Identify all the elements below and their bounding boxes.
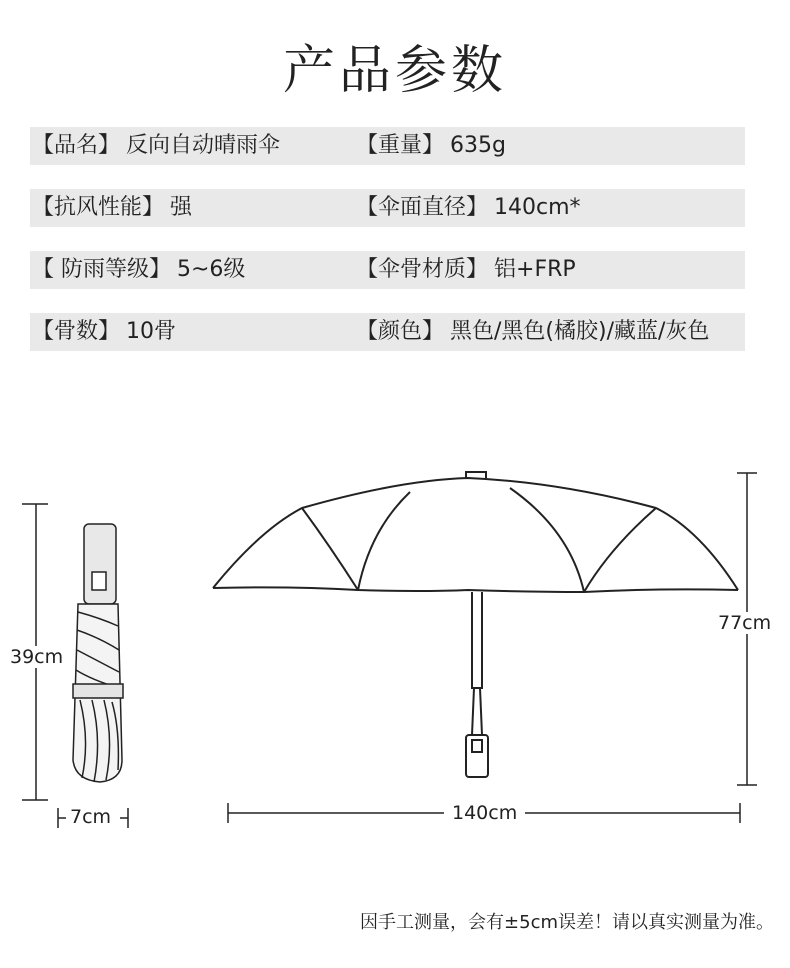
spec-label: 【骨数】 [32, 319, 121, 344]
spec-label: 【抗风性能】 [32, 195, 165, 220]
folded-width-label: 7cm [70, 806, 112, 828]
measurement-note: 因手工测量，会有±5cm误差！请以真实测量为准。 [360, 912, 774, 933]
spec-value: 5~6级 [177, 257, 246, 282]
spec-label: 【 防雨等级】 [32, 257, 171, 282]
spec-label: 【伞面直径】 [356, 195, 489, 220]
spec-label: 【颜色】 [356, 319, 445, 344]
spec-label: 【伞骨材质】 [356, 257, 489, 282]
open-diameter-label: 140cm [444, 802, 525, 824]
spec-value: 140cm* [494, 195, 581, 220]
open-umbrella-illustration [213, 472, 738, 777]
spec-label: 【品名】 [32, 133, 121, 158]
spec-label: 【重量】 [356, 133, 445, 158]
spec-value: 10骨 [126, 319, 177, 344]
folded-length-label: 39cm [10, 646, 64, 668]
spec-value: 铝+FRP [494, 257, 576, 282]
open-height-label: 77cm [718, 612, 772, 634]
spec-value: 强 [170, 195, 193, 220]
spec-value: 反向自动晴雨伞 [126, 133, 281, 158]
folded-umbrella-illustration [73, 524, 123, 782]
spec-value: 黑色/黑色(橘胶)/藏蓝/灰色 [450, 319, 710, 344]
page-title: 产品参数 [282, 41, 507, 101]
spec-value: 635g [450, 133, 506, 158]
